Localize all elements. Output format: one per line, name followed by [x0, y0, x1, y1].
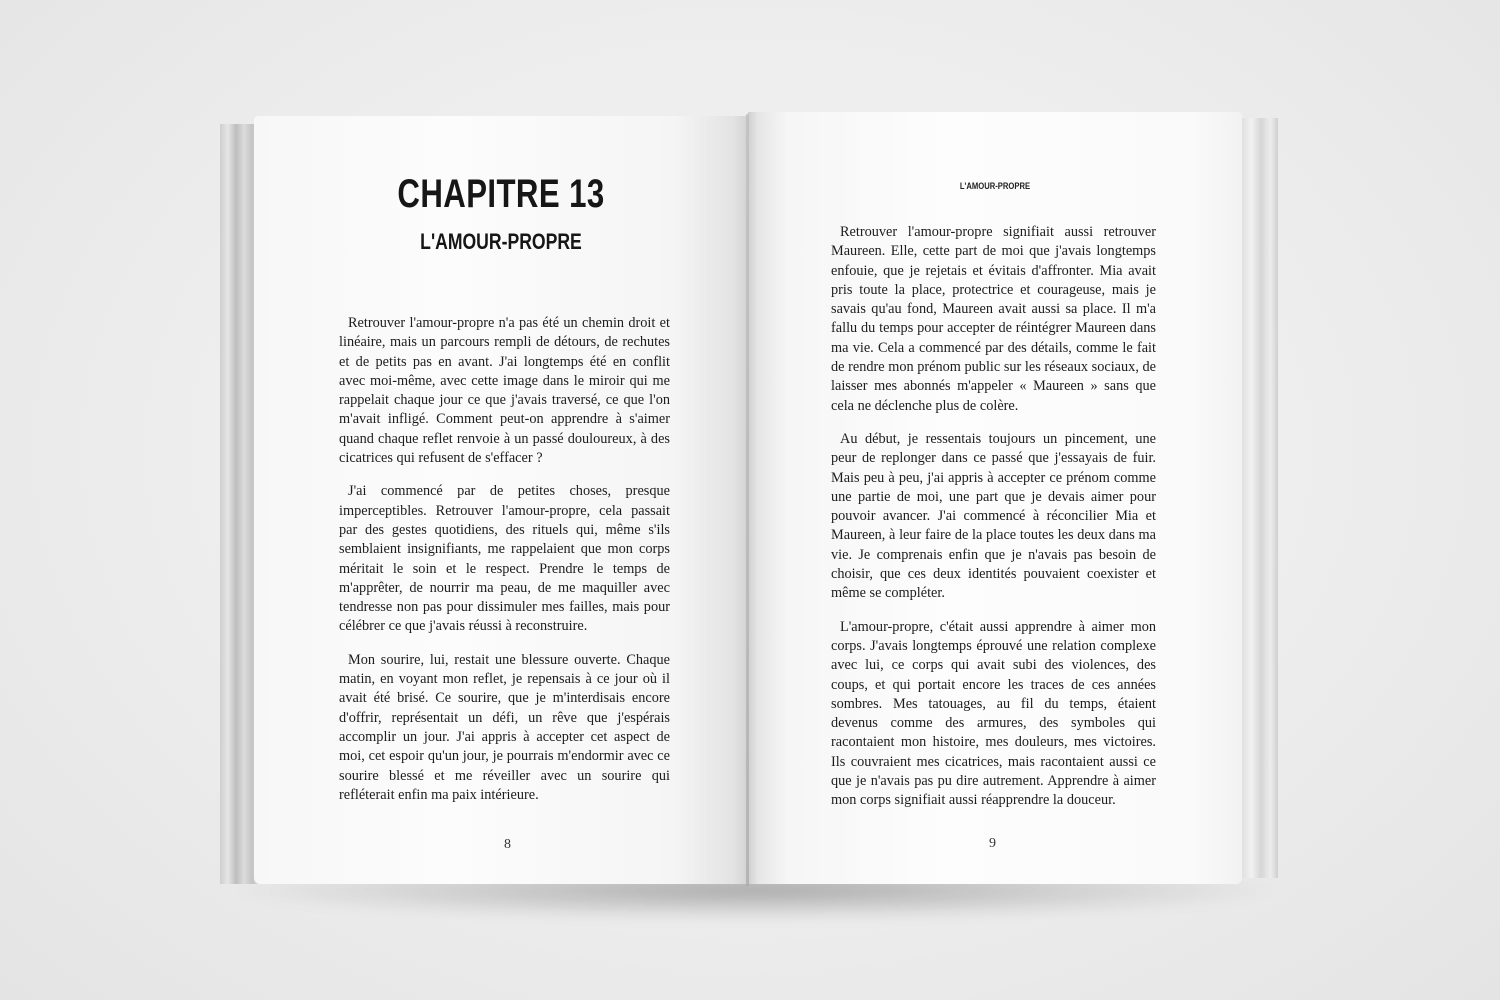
book-spine — [746, 114, 749, 886]
chapter-number: CHAPITRE 13 — [397, 172, 605, 216]
paragraph: Mon sourire, lui, restait une blessure ouverte. Chaque matin, en voyant mon reflet, je repensais à ce jour où il avait été brisé. Ce sourire, que je m'interdisais encore d'offrir, représentait un défi, un rêve que j'espérais accomplir un jour. J'ai appris à accepter cet aspect de moi, cet espoir qu'un jour, je pourrais m'endormir avec ce sourire blessé et me réveiller avec un sourire qui refléterait enfin ma paix intérieure. — [339, 651, 670, 803]
paragraph: Retrouver l'amour-propre n'a pas été un chemin droit et linéaire, mais un parcours rempli de détours, de rechutes et de petits pas en avant. J'ai longtemps été en conflit avec moi-même, avec cette image dans le miroir qui me rappelait chaque jour ce que j'avais traversé, ce que l'on m'avait infligé. Comment peut-on apprendre à s'aimer quand chaque reflet renvoie à un passé douloureux, à des cicatrices qui refusent de s'effacer ? — [339, 315, 670, 467]
right-page-body — [831, 223, 1156, 825]
paragraph: J'ai commencé par de petites choses, presque imperceptibles. Retrouver l'amour-propre, cela passait par des gestes quotidiens, des rituels qui, même s'ils semblaient insignifiants, me rappelaient que mon corps méritait le soin et le respect. Prendre le temps de m'apprêter, de nourrir ma peau, de me maquiller avec tendresse non pas pour dissimuler mes failles, mais pour célébrer ce que j'avais réussi à reconstruire. — [339, 483, 670, 635]
right-page-stack — [1240, 118, 1278, 878]
paragraph: L'amour-propre, c'était aussi apprendre à aimer mon corps. J'avais longtemps éprouvé une relation complexe avec lui, ce corps qui avait subi des violences, des coups, et qui portait encore les traces de ces années sombres. Mes tatouages, au fil du temps, étaient devenus comme des armures, des symboles qui racontaient mon histoire, mes douleurs, mes victoires. Ils couvraient mes cicatrices, mais racontaient aussi ce que je n'avais pas pu dire autrement. Apprendre à aimer mon corps signifiait aussi réapprendre la douceur. — [831, 618, 1156, 809]
page-number-left: 8 — [504, 837, 511, 852]
paragraph: Retrouver l'amour-propre signifiait aussi retrouver Maureen. Elle, cette part de moi que j'avais longtemps enfouie, que je rejetais et évitais d'affronter. Mia avait pris toute la place, protectrice et courageuse, mais je savais qu'au fond, Maureen avait aussi sa place. Il m'a fallu du temps pour accepter de réintégrer Maureen dans ma vie. Cela a commencé par des détails, comme le fait de rendre mon prénom public sur les réseaux sociaux, de laisser mes abonnés m'appeler « Maureen » sans que cela ne déclenche plus de colère. — [831, 224, 1156, 414]
paragraph: Au début, je ressentais toujours un pincement, une peur de replonger dans ce passé que j'essayais de fuir. Mais peu à peu, j'ai appris à accepter ce prénom comme une partie de moi, une part que je devais aimer pour pouvoir avancer. J'ai commencé à réconcilier Mia et Maureen, à leur faire de la place toutes les deux dans ma vie. Je comprenais enfin que je n'avais pas besoin de choisir, que ces deux identités pouvaient coexister et même se compléter. — [831, 430, 1156, 602]
left-page-body — [339, 314, 670, 819]
running-head: L'AMOUR-PROPRE — [959, 181, 1031, 191]
chapter-title: L'AMOUR-PROPRE — [420, 229, 582, 254]
page-number-right: 9 — [989, 836, 996, 851]
